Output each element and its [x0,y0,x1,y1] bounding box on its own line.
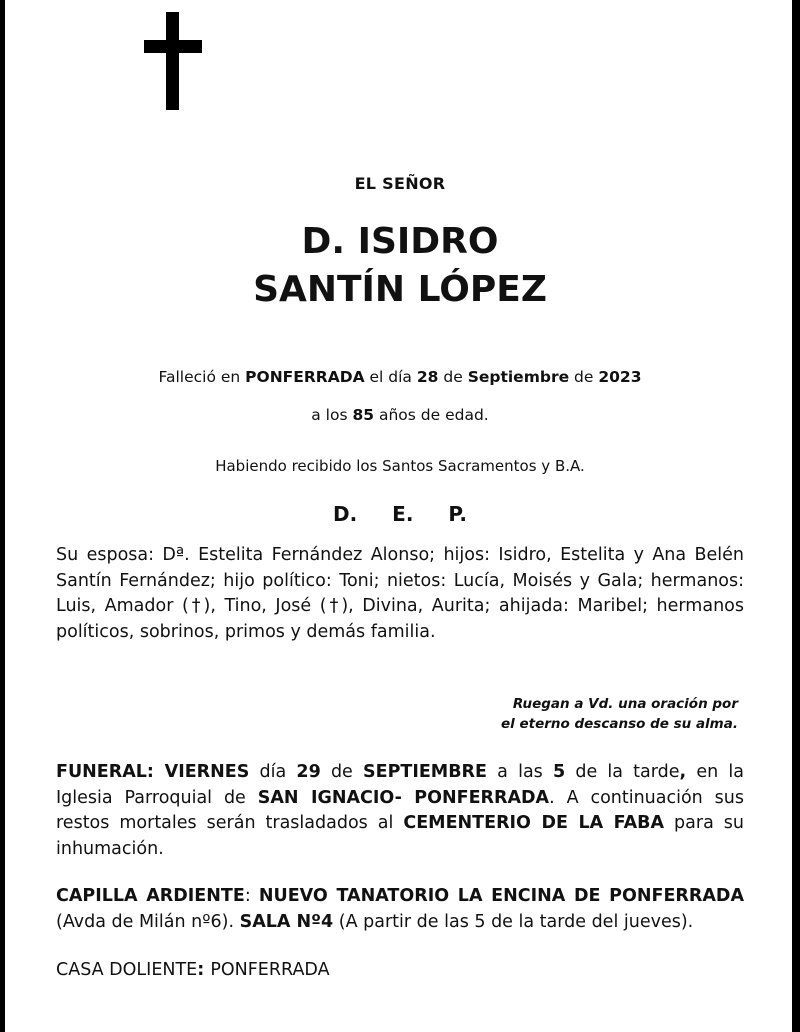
prayer-request: Ruegan a Vd. una oración por el eterno descanso de su alma. [501,696,738,732]
deceased-name-line1: D. ISIDRO [301,221,499,262]
family-paragraph: Su esposa: Dª. Estelita Fernández Alonso; hijos: Isidro, Estelita y Ana Belén Santín Fernández; hijo político: Toni; nietos: Lucía, Moisés y Gala; hermanos: Luis, Amador (†), Tino, José (†), Divina, Aurita; ahijada: Maribel; hermanos políticos, sobrinos, primos y demás familia. [56,545,744,642]
death-notice: Falleció en PONFERRADA el día 28 de Septiembre de 2023 [158,368,642,386]
cross-icon [144,12,202,110]
deceased-name-line2: SANTÍN LÓPEZ [253,269,547,310]
mourning-house: CASA DOLIENTE: PONFERRADA [56,960,330,980]
chapel-paragraph: CAPILLA ARDIENTE: NUEVO TANATORIO LA ENCINA DE PONFERRADA (Avda de Milán nº6). SALA Nº4 (A partir de las 5 de la tarde del jueves). [56,886,744,932]
age-line: a los 85 años de edad. [311,406,489,424]
sacraments-line: Habiendo recibido los Santos Sacramentos y B.A. [215,457,585,475]
dep-line: D. E. P. [333,502,467,526]
title-prefix: EL SEÑOR [354,174,446,193]
funeral-paragraph: FUNERAL: VIERNES día 29 de SEPTIEMBRE a las 5 de la tarde, en la Iglesia Parroquial de SAN IGNACIO- PONFERRADA. A continuación sus restos mortales serán trasladados al CEMENTERIO DE LA FABA para su inhumación. [56,762,745,859]
